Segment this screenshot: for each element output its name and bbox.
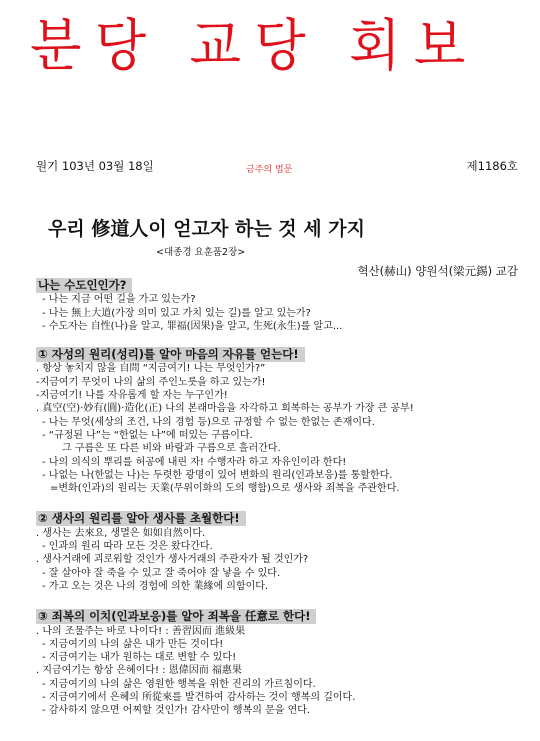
body-line: - 나는 無上大道(가장 의미 있고 가치 있는 길)를 알고 있는가? xyxy=(42,307,311,319)
article-title: 우리 修道人이 얻고자 하는 것 세 가지 xyxy=(48,218,365,240)
body-line: - 가고 오는 것은 나의 경험에 의한 業緣에 의함이다. xyxy=(42,580,269,592)
body-line: - “규정된 나”는 “한없는 나”에 떠있는 구름이다. xyxy=(42,429,253,441)
section-2 xyxy=(36,511,526,593)
body-line: - 지금여기에서 은혜의 所從來를 발견하여 감사하는 것이 행복의 길이다. xyxy=(42,692,356,704)
article-author: 혁산(赫山) 양원석(梁元錫) 교감 xyxy=(357,264,518,278)
body-line: -지금여기 무엇이 나의 삶의 주인노릇을 하고 있는가! xyxy=(36,376,266,388)
body-line: - 나는 무엇(세상의 조건, 나의 경험 등)으로 규정할 수 없는 한없는 존재이다. xyxy=(42,416,375,428)
body-line: . 생사는 去來요, 생멸은 如如自然이다. xyxy=(36,527,206,539)
body-line: - 감사하지 않으면 어찌할 것인가! 감사만이 행복의 문을 연다. xyxy=(42,705,311,717)
section-heading: 나는 수도인인가? xyxy=(36,278,132,293)
body-line: - 나의 의식의 뿌리를 허공에 내린 자! 수행자라 하고 자유인이라 한다! xyxy=(42,456,347,468)
article-source: <대종경 요훈품2장> xyxy=(156,247,246,258)
body-line: . 생사거래에 괴로워할 것인가 생사거래의 주관자가 될 것인가? xyxy=(36,554,309,566)
section-1 xyxy=(36,347,526,495)
section-heading: ① 자성의 원리(성리)를 알아 마음의 자유를 얻는다! xyxy=(36,347,305,362)
body-line: - 인과의 원리 따라 모든 것은 왔다간다. xyxy=(42,541,213,553)
body-line: - 잘 살아야 잘 죽을 수 있고 잘 죽어야 잘 낳을 수 있다. xyxy=(42,567,281,579)
section-3 xyxy=(36,609,526,717)
masthead-title: 분당 교당 회보 xyxy=(30,14,479,79)
weekly-sermon-label: 금주의 법문 xyxy=(246,165,293,175)
issue-number: 제1186호 xyxy=(466,159,518,173)
body-line: . 나의 조물주는 바로 나이다! : 善習因而 進級果 xyxy=(36,625,246,637)
body-line: . 真空(空)·妙有(圓)·造化(正) 나의 본래마음을 자각하고 회복하는 공부가 가장 큰 공부! xyxy=(36,403,414,415)
body-line: 그 구름은 또 다른 비와 바람과 구름으로 흘러간다. xyxy=(62,443,281,455)
body-line: - 나없는 나(한없는 나)는 두렷한 광명이 있어 변화의 원리(인과보응)를 통할한다. xyxy=(42,469,393,481)
section-heading: ③ 죄복의 이치(인과보응)를 알아 죄복을 任意로 한다! xyxy=(36,609,316,624)
body-line: -지금여기! 나를 자유롭게 할 자는 누구인가! xyxy=(36,390,228,402)
body-line: - 지금여기의 나의 삶은 영원한 행복을 위한 진리의 가르침이다. xyxy=(42,678,316,690)
body-line: - 수도자는 自性(나)을 알고, 罪福(因果)을 알고, 生死(永生)를 알고... xyxy=(42,320,343,332)
article-body xyxy=(36,278,526,718)
body-line: - 지금여기는 내가 원하는 대로 변할 수 있다! xyxy=(42,652,237,664)
section-heading: ② 생사의 원리를 알아 생사를 초월한다! xyxy=(36,511,246,526)
issue-date: 원기 103년 03월 18일 xyxy=(36,159,154,173)
body-line: . 지금여기는 항상 은혜이다! : 恩偉因而 福惠果 xyxy=(36,665,242,677)
body-line: - 지금여기의 나의 삶은 내가 만든 것이다! xyxy=(42,638,224,650)
body-line: =변화(인과)의 원리는 天業(무위이화의 도의 행함)으로 생사와 죄복을 주관한다. xyxy=(50,483,400,495)
body-line: - 나는 지금 어떤 길을 가고 있는가? xyxy=(42,294,196,306)
body-line: . 항상 놓치지 않을 自問 “지금여기! 나는 무엇인가?” xyxy=(36,363,266,375)
section-intro xyxy=(36,278,526,333)
